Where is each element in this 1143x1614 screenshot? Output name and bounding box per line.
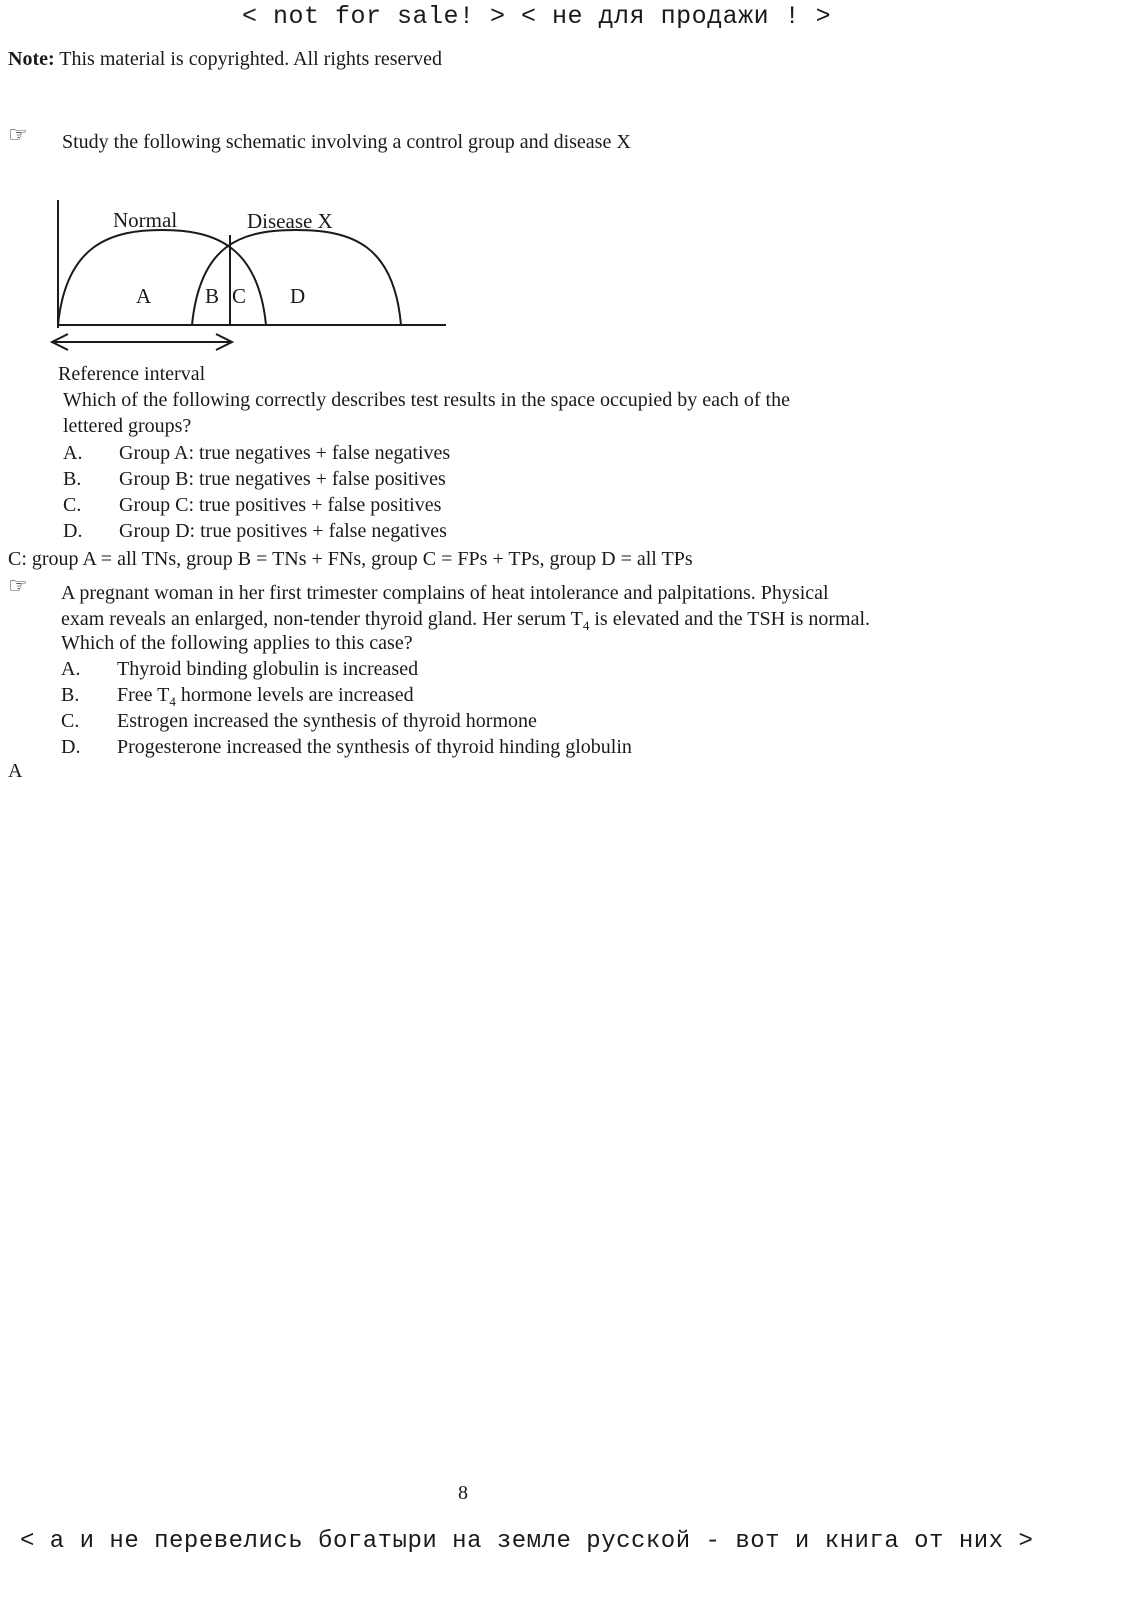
q1-prompt: Study the following schematic involving a control group and disease X bbox=[62, 131, 631, 153]
page-number: 8 bbox=[458, 1482, 468, 1504]
region-a-label: A bbox=[136, 284, 152, 308]
option-text: Progesterone increased the synthesis of thyroid hinding globulin bbox=[117, 736, 632, 758]
q1-option-d bbox=[63, 520, 447, 543]
option-letter: C. bbox=[61, 710, 80, 732]
q2-line2-post: is elevated and the TSH is normal. bbox=[589, 608, 871, 630]
q2-line2 bbox=[61, 608, 870, 634]
normal-curve bbox=[58, 230, 266, 325]
option-letter: B. bbox=[63, 468, 82, 490]
q2-option-d bbox=[61, 736, 632, 759]
option-text: Group D: true positives + false negatives bbox=[119, 520, 447, 542]
footer-banner: < а и не перевелись богатыри на земле русской - вот и книга от них > bbox=[20, 1528, 1034, 1555]
q2-line1: A pregnant woman in her first trimester complains of heat intolerance and palpitations. Physical bbox=[61, 582, 829, 604]
option-letter: A. bbox=[63, 442, 83, 464]
option-text: Group B: true negatives + false positives bbox=[119, 468, 446, 490]
q1-answer: C: group A = all TNs, group B = TNs + FNs, group C = FPs + TPs, group D = all TPs bbox=[8, 548, 693, 570]
pointing-hand-icon: ☞ bbox=[8, 122, 28, 147]
normal-label: Normal bbox=[113, 208, 178, 232]
q1-option-c bbox=[63, 494, 441, 517]
option-letter: A. bbox=[61, 658, 81, 680]
option-text: Free T bbox=[117, 684, 170, 706]
distribution-schematic bbox=[0, 195, 460, 365]
option-letter: B. bbox=[61, 684, 80, 706]
pointing-hand-icon: ☞ bbox=[8, 573, 28, 598]
reference-interval-label: Reference interval bbox=[58, 363, 206, 385]
disease-curve bbox=[192, 230, 401, 325]
q2-line3: Which of the following applies to this case? bbox=[61, 632, 413, 654]
option-text: Estrogen increased the synthesis of thyroid hormone bbox=[117, 710, 537, 732]
q2-option-b bbox=[61, 684, 414, 710]
option-letter: D. bbox=[63, 520, 83, 542]
q2-line2-subscript: 4 bbox=[582, 618, 590, 633]
q2-answer: A bbox=[8, 760, 23, 782]
q1-question-line1: Which of the following correctly describes test results in the space occupied by each of the bbox=[63, 389, 790, 411]
option-text: Group C: true positives + false positives bbox=[119, 494, 442, 516]
q2-option-a bbox=[61, 658, 418, 681]
disease-label: Disease X bbox=[247, 209, 333, 233]
option-subscript: 4 bbox=[169, 694, 176, 709]
q1-option-b bbox=[63, 468, 446, 491]
region-b-label: B bbox=[205, 284, 220, 308]
header-banner: < not for sale! > < не для продажи ! > bbox=[242, 2, 832, 31]
option-text: Thyroid binding globulin is increased bbox=[117, 658, 419, 680]
q1-option-a bbox=[63, 442, 450, 465]
region-d-label: D bbox=[290, 284, 306, 308]
option-letter: D. bbox=[61, 736, 81, 758]
note-text: This material is copyrighted. All rights reserved bbox=[54, 48, 442, 70]
option-letter: C. bbox=[63, 494, 82, 516]
option-text-post: hormone levels are increased bbox=[175, 684, 414, 706]
q2-option-c bbox=[61, 710, 537, 733]
copyright-note bbox=[8, 48, 442, 71]
note-label: Note: bbox=[8, 48, 55, 70]
option-text: Group A: true negatives + false negatives bbox=[119, 442, 451, 464]
region-c-label: C bbox=[232, 284, 247, 308]
q2-line2-pre: exam reveals an enlarged, non-tender thyroid gland. Her serum T bbox=[61, 608, 583, 630]
q1-question-line2: lettered groups? bbox=[63, 415, 192, 437]
